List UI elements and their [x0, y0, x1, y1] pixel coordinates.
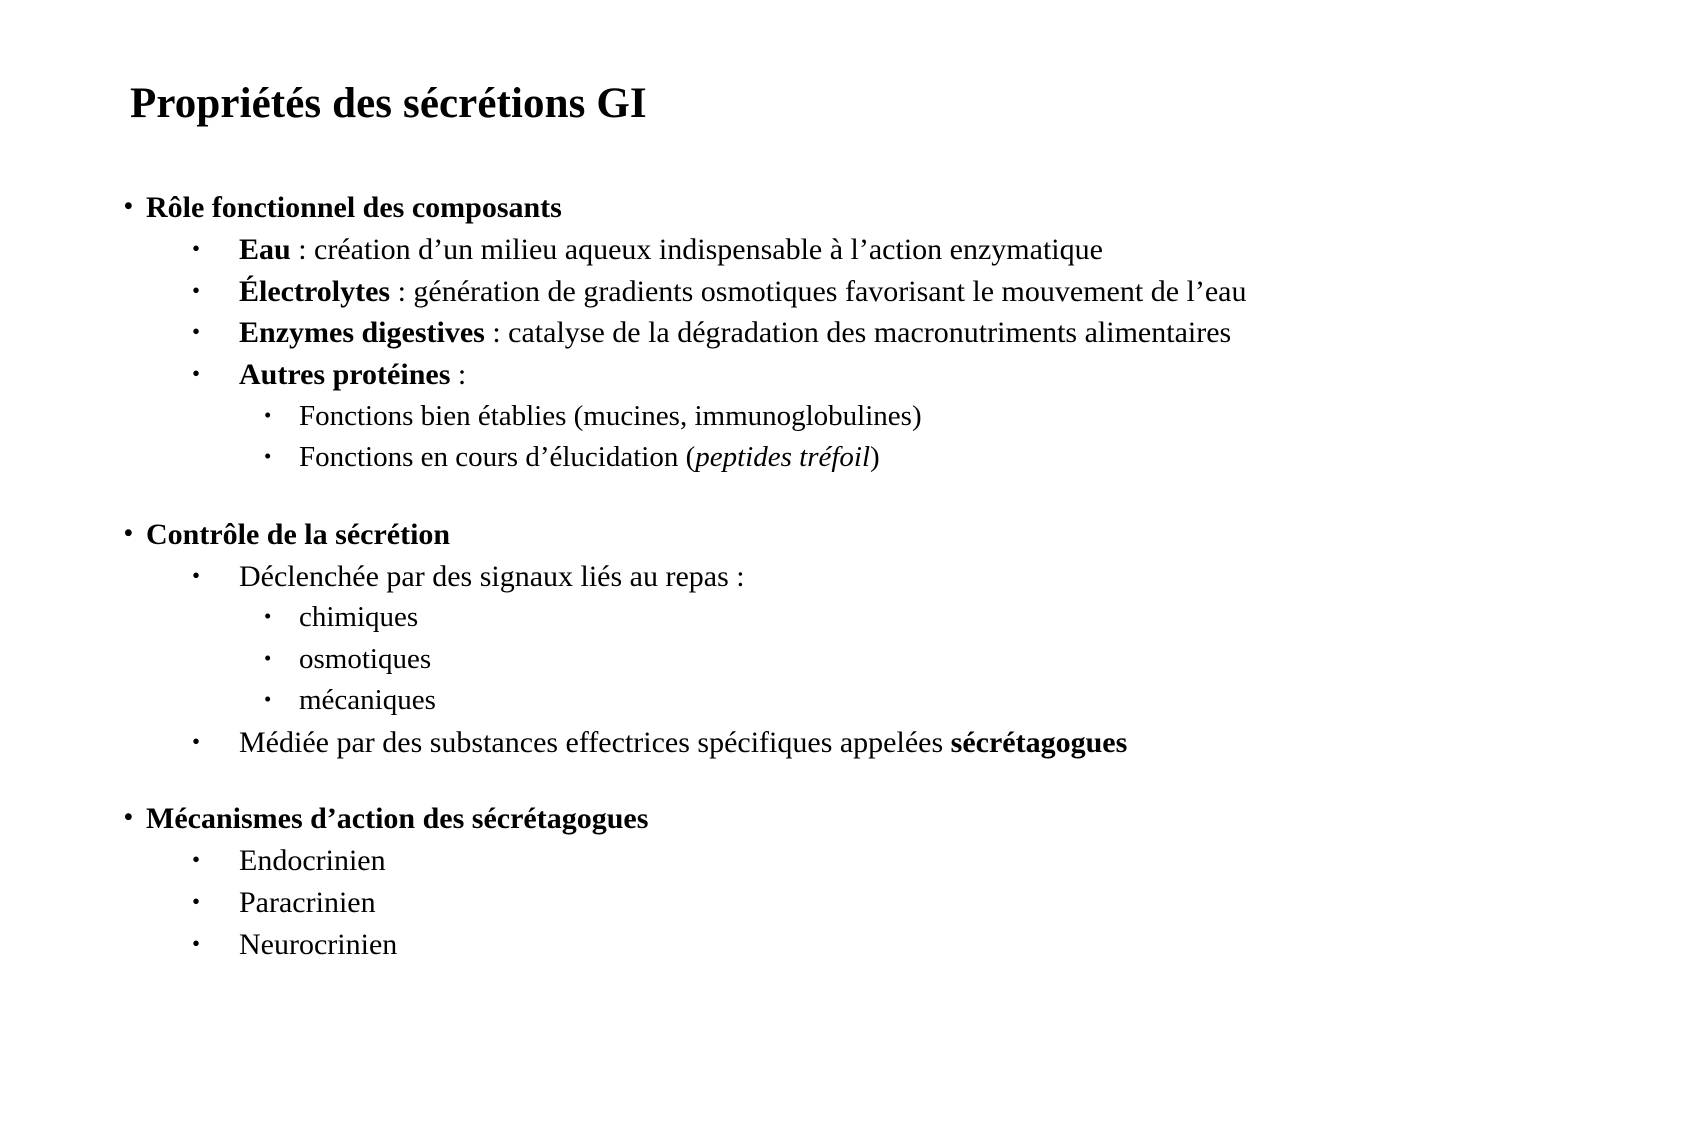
bullet-list-level3: [124, 396, 1624, 479]
bullet-level3: [124, 396, 1624, 437]
bullet-level2: [124, 312, 1624, 354]
bullet-level3: [124, 437, 1624, 478]
bullet-marker-level1: •: [124, 193, 133, 220]
bullet-level3: [124, 597, 1624, 638]
bullet-marker-level2: •: [192, 889, 201, 915]
bullet-sublist-container: [124, 597, 1624, 721]
bullet-list-level1: [124, 799, 1624, 838]
bullet-sublist-container: [124, 396, 1624, 479]
page-title: Propriétés des sécrétions GI: [130, 79, 647, 127]
bullet-marker-level2: •: [192, 847, 201, 873]
bullet-level2: [124, 271, 1624, 313]
bullet-level2-text: Autres protéines :: [239, 358, 467, 392]
bullet-level1: [124, 799, 1624, 838]
bullet-level1-text: Contrôle de la sécrétion: [146, 517, 451, 551]
bullet-marker-level1: •: [124, 804, 133, 832]
bullet-level2: [124, 840, 1624, 882]
bullet-list-level2: [124, 840, 1624, 965]
bullet-marker-level3: •: [264, 687, 272, 712]
bullet-level3-text: osmotiques: [299, 642, 432, 675]
bullet-marker-level2: •: [192, 236, 201, 261]
bullet-level2-text: Déclenchée par des signaux liés au repas :: [239, 559, 745, 593]
bullet-level3-text: chimiques: [299, 601, 419, 634]
bullet-level2: [124, 882, 1624, 924]
outline-block: [124, 188, 1624, 479]
bullet-marker-level2: •: [192, 361, 201, 387]
bullet-level1: [124, 188, 1624, 227]
bullet-marker-level1: •: [124, 519, 133, 547]
bullet-list-level2: [124, 229, 1624, 479]
bullet-marker-level2: •: [192, 562, 201, 588]
bullet-marker-level2: •: [192, 319, 201, 345]
bullet-level2: [124, 556, 1624, 598]
bullet-marker-level3: •: [264, 444, 272, 469]
bullet-level3-text: Fonctions bien établies (mucines, immunoglobulines): [299, 399, 922, 432]
outline-block: [124, 799, 1624, 965]
bullet-list-level1: [124, 515, 1624, 554]
bullet-level2: [124, 229, 1624, 271]
bullet-level1-text: Mécanismes d’action des sécrétagogues: [146, 802, 649, 836]
bullet-level3-text: Fonctions en cours d’élucidation (peptides tréfoil): [299, 441, 880, 474]
bullet-level2-text: Électrolytes : génération de gradients osmotiques favorisant le mouvement de l’eau: [239, 274, 1247, 308]
bullet-marker-level3: •: [264, 402, 272, 427]
bullet-level2-text: Médiée par des substances effectrices spécifiques appelées sécrétagogues: [239, 725, 1128, 759]
bullet-level2: [124, 924, 1624, 966]
bullet-level3: [124, 680, 1624, 721]
bullet-marker-level2: •: [192, 728, 201, 754]
bullet-level2: [124, 722, 1624, 764]
bullet-level2: [124, 354, 1624, 396]
bullet-level1-text: Rôle fonctionnel des composants: [146, 191, 562, 224]
bullet-marker-level2: •: [192, 277, 201, 303]
bullet-marker-level3: •: [264, 645, 272, 670]
bullet-level3: [124, 639, 1624, 680]
outline-block: [124, 515, 1624, 764]
bullet-level2-text: Eau : création d’un milieu aqueux indispensable à l’action enzymatique: [239, 233, 1103, 266]
bullet-level2-text: Endocrinien: [239, 844, 386, 878]
bullet-level2-text: Paracrinien: [239, 886, 376, 920]
bullet-level3-text: mécaniques: [299, 684, 436, 717]
bullet-level1: [124, 515, 1624, 554]
bullet-level2-text: Enzymes digestives : catalyse de la dégradation des macronutriments alimentaires: [239, 316, 1232, 350]
bullet-marker-level2: •: [192, 930, 201, 956]
bullet-marker-level3: •: [264, 604, 272, 629]
bullet-level2-text: Neurocrinien: [239, 927, 398, 961]
bullet-list-level3: [124, 597, 1624, 721]
bullet-list-level1: [124, 188, 1624, 227]
slide-body: [124, 188, 1624, 966]
bullet-list-level2: [124, 556, 1624, 764]
